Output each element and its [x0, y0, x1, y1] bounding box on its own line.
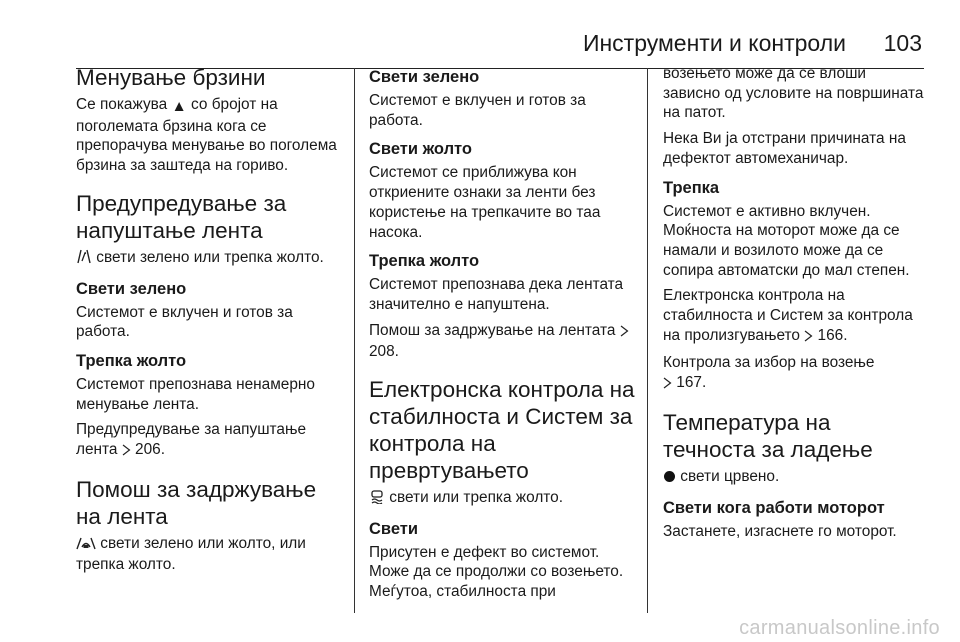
paragraph: Системот препознава ненамерно менување лента.: [76, 375, 315, 413]
lane-keep-assist-icon: [76, 536, 96, 556]
paragraph: Контрола за избор на возење 167.: [663, 353, 925, 394]
paragraph: Помош за задржување на лентата 208.: [369, 321, 639, 362]
reference-arrow-icon: [804, 328, 813, 348]
reference-arrow-icon: [663, 375, 672, 395]
paragraph: Системот препознава дека лентата значително е напуштена.: [369, 276, 624, 313]
column-divider: [647, 68, 648, 613]
reference-arrow-icon: [122, 442, 131, 462]
paragraph: Предупредување за напуштање лента 206.: [76, 420, 346, 461]
page-reference-link[interactable]: 166.: [817, 326, 848, 344]
page-reference-link[interactable]: 167.: [676, 374, 707, 392]
subheading: Свети кога работи моторот: [663, 498, 885, 517]
paragraph: Нека Ви ја отстрани причината на дефектот автомеханичар.: [663, 130, 906, 167]
column-divider: [354, 68, 355, 613]
reference-arrow-icon: [620, 323, 629, 343]
paragraph: свети зелено или жолто, или трепка жолто.: [76, 534, 306, 574]
subheading: Свети: [369, 519, 419, 538]
column-left: [76, 64, 346, 581]
paragraph: Системот е активно вклучен. Моќноста на моторот може да се намали и возилото може да се сопира автоматски до мал степен.: [663, 202, 910, 279]
page-reference-link[interactable]: 206.: [135, 441, 166, 459]
paragraph: Се покажува ▲ со бројот на поголемата брзина кога се препорачува менување во поголема брзина за заштеда на гориво.: [76, 96, 337, 175]
column-middle: [369, 64, 639, 608]
up-triangle-icon: ▲: [171, 98, 187, 115]
paragraph: Системот се приближува кон откриените ознаки за ленти без користење на трепкачите во таа насока.: [369, 164, 601, 241]
watermark: carmanualsonline.info: [739, 617, 940, 639]
section-title-esc: Електронска контрола на стабилноста и Систем за контрола на превртувањето: [369, 377, 635, 484]
subheading: Свети зелено: [76, 279, 187, 298]
paragraph: Застанете, изгаснете го моторот.: [663, 522, 897, 540]
paragraph: Системот е вклучен и готов за работа.: [369, 92, 586, 129]
section-title-coolant: Температура на течноста за ладење: [663, 409, 873, 462]
subheading: Трепка жолто: [369, 252, 480, 271]
filled-circle-icon: [663, 469, 676, 489]
paragraph: свети или трепка жолто.: [369, 488, 639, 510]
subheading: Трепка жолто: [76, 351, 187, 370]
page-number: 103: [883, 30, 922, 56]
lane-departure-icon: [76, 249, 92, 270]
section-title-lane-keep: Помош за задржување на лента: [76, 476, 317, 529]
paragraph: Системот е вклучен и готов за работа.: [76, 303, 293, 341]
paragraph: свети зелено или трепка жолто.: [76, 248, 346, 270]
section-title-lane-departure: Предупредување за напуштање лента: [76, 190, 287, 243]
esc-skid-icon: [369, 489, 385, 510]
subheading: Свети жолто: [369, 140, 472, 159]
subheading: Свети зелено: [369, 68, 480, 86]
paragraph: Присутен е дефект во системот. Може да се продолжи со возењето. Меѓутоа, стабилноста при: [369, 543, 624, 601]
paragraph: возењето може да се влоши зависно од условите на површината на патот.: [663, 65, 924, 122]
page-reference-link[interactable]: 208.: [369, 343, 399, 361]
header-title: Инструменти и контроли: [582, 30, 846, 56]
section-title-gear-shift: Менување брзини: [76, 65, 266, 90]
paragraph: Електронска контрола на стабилноста и Систем за контрола на пролизгувањето 166.: [663, 286, 925, 347]
paragraph: свети црвено.: [663, 467, 925, 489]
column-right: [663, 64, 925, 547]
subheading: Трепка: [663, 178, 720, 197]
